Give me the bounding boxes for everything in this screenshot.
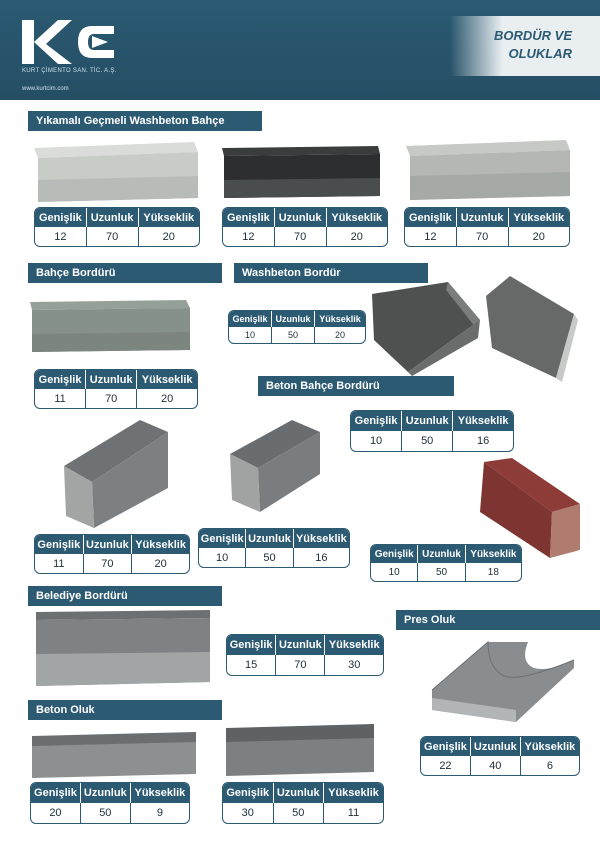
spec-header-width: Genişlik [35,208,87,227]
spec-value-length: 70 [84,554,133,573]
product-image-belediye [34,608,214,688]
spec-header-length: Uzunluk [272,311,315,327]
product-image-beton-oluk-2 [224,722,378,778]
spec-header-width: Genişlik [31,783,81,803]
spec-value-length: 50 [246,548,293,567]
spec-header-length: Uzunluk [86,370,137,389]
spec-table-bahce [34,369,198,409]
spec-header-height: Yükseklik [315,311,365,327]
spec-table-wash3 [404,207,570,247]
spec-value-length: 70 [457,227,509,246]
page-title-box [450,16,600,76]
spec-value-width: 20 [31,803,81,823]
spec-value-length: 70 [275,227,327,246]
spec-value-length: 50 [272,327,315,343]
spec-header-length: Uzunluk [402,411,453,431]
section-heading-beton-bahce: Beton Bahçe Bordürü [258,376,454,396]
spec-value-length: 50 [274,803,325,823]
spec-value-height: 30 [348,659,361,671]
spec-value-width: 12 [405,227,457,246]
spec-value-length: 50 [418,563,465,581]
spec-value-height: 18 [487,566,499,578]
website-text: www.kurtcim.com [22,86,69,92]
section-heading-beton-oluk: Beton Oluk [28,700,222,720]
spec-table-beton-bahce-red [370,544,522,582]
page-title-line2: OLUKLAR [508,46,572,61]
section-heading-bahce: Bahçe Bordürü [28,263,222,283]
company-logo [22,16,118,72]
spec-header-width: Genişlik [35,370,86,389]
spec-value-width: 11 [35,389,86,408]
spec-header-height: Yükseklik [139,208,200,227]
spec-value-width: 15 [227,655,276,675]
spec-table-beton-bahce-2 [198,528,350,568]
spec-value-width: 10 [371,563,418,581]
spec-header-height: Yükseklik [509,208,570,227]
spec-header-length: Uzunluk [274,783,325,803]
spec-header-height: Yükseklik [294,529,349,548]
spec-header-length: Uzunluk [84,535,133,554]
spec-value-height: 16 [477,435,490,447]
spec-value-width: 12 [223,227,275,246]
spec-header-length: Uzunluk [471,737,521,756]
product-image-washbeton-curb-2 [484,274,580,384]
logo-subtitle: KURT ÇİMENTO SAN. TİC. A.Ş. [22,68,117,74]
spec-header-height: Yükseklik [453,411,513,431]
product-image-beton-oluk-1 [30,728,200,780]
product-image-beton-bahce-small [226,418,322,516]
spec-header-height: Yükseklik [325,635,383,655]
spec-header-width: Genişlik [405,208,457,227]
spec-value-width: 30 [223,803,274,823]
spec-header-height: Yükseklik [131,783,189,803]
spec-value-height: 20 [334,330,345,340]
product-image-pres-oluk [428,638,578,728]
spec-value-height: 20 [161,392,174,405]
spec-header-length: Uzunluk [81,783,131,803]
spec-value-length: 50 [402,431,453,451]
product-image-washbeton-light [34,140,200,204]
spec-value-length: 70 [87,227,139,246]
spec-header-length: Uzunluk [275,208,327,227]
spec-table-beton-oluk-1 [30,782,190,824]
spec-table-beton-bahce-1 [34,534,190,574]
spec-table-wash2 [222,207,388,247]
spec-value-height: 9 [156,807,163,819]
spec-header-height: Yükseklik [327,208,388,227]
spec-value-height: 20 [350,230,363,243]
spec-header-width: Genişlik [223,783,274,803]
product-image-washbeton-grey [406,138,572,202]
spec-header-width: Genişlik [35,535,84,554]
spec-value-width: 10 [229,327,272,343]
page-header [0,0,600,100]
spec-header-length: Uzunluk [418,545,465,563]
spec-value-width: 11 [35,554,84,573]
spec-header-length: Uzunluk [276,635,325,655]
product-image-bahce [30,296,194,356]
spec-header-width: Genişlik [227,635,276,655]
spec-table-washbeton [228,310,366,344]
spec-value-width: 22 [421,756,471,775]
spec-value-length: 70 [276,655,325,675]
spec-header-height: Yükseklik [521,737,579,756]
spec-value-length: 40 [471,756,521,775]
spec-value-height: 20 [532,230,545,243]
spec-header-width: Genişlik [371,545,418,563]
product-image-beton-bahce-large [60,418,172,530]
spec-value-width: 10 [199,548,246,567]
spec-header-width: Genişlik [223,208,275,227]
spec-table-beton-oluk-2 [222,782,384,824]
section-heading-washbeton: Washbeton Bordür [234,263,428,283]
spec-table-wash1 [34,207,200,247]
section-heading-belediye: Belediye Bordürü [28,586,222,606]
spec-header-length: Uzunluk [246,529,293,548]
spec-table-belediye [226,634,384,676]
page-title-line1: BORDÜR VE [493,28,572,43]
spec-value-height: 11 [347,807,360,819]
spec-value-width: 10 [351,431,402,451]
spec-header-width: Genişlik [229,311,272,327]
spec-header-height: Yükseklik [466,545,521,563]
spec-header-height: Yükseklik [137,370,197,389]
product-image-washbeton-dark [222,144,382,200]
spec-header-width: Genişlik [351,411,402,431]
spec-value-height: 20 [162,230,175,243]
spec-value-length: 70 [86,389,137,408]
spec-value-height: 6 [546,759,553,772]
spec-header-length: Uzunluk [87,208,139,227]
spec-header-height: Yükseklik [324,783,383,803]
spec-header-length: Uzunluk [457,208,509,227]
section-heading-washbeton-bahce: Yıkamalı Geçmeli Washbeton Bahçe Bordürü [28,111,262,131]
spec-value-width: 12 [35,227,87,246]
spec-value-length: 50 [81,803,131,823]
spec-header-height: Yükseklik [132,535,189,554]
spec-table-pres-oluk [420,736,580,776]
product-image-washbeton-curb-1 [368,280,484,376]
spec-value-height: 16 [315,551,328,564]
spec-header-width: Genişlik [421,737,471,756]
section-heading-pres-oluk: Pres Oluk [396,610,600,630]
spec-header-width: Genişlik [199,529,246,548]
spec-value-height: 20 [154,557,167,570]
spec-table-beton-bahce-top [350,410,514,452]
